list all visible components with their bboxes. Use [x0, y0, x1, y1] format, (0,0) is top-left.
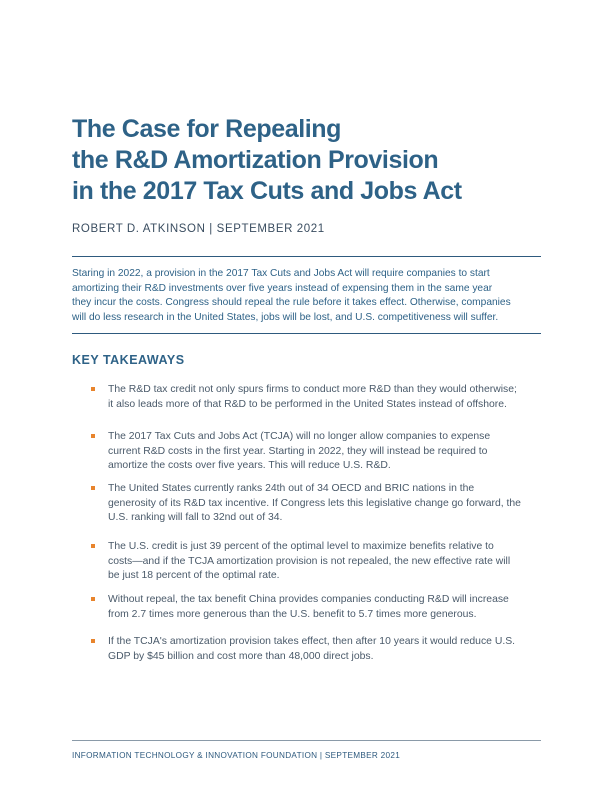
list-item — [95, 635, 545, 664]
takeaway-text — [108, 482, 545, 526]
takeaway-line: The U.S. credit is just 39 percent of the optimal level to maximize benefits relative to — [108, 541, 494, 552]
bullet-icon — [91, 597, 95, 601]
bullet-icon — [91, 544, 95, 548]
bullet-icon — [91, 486, 95, 490]
takeaway-line: be just 18 percent of the optimal rate. — [108, 570, 280, 582]
top-divider — [72, 256, 541, 257]
takeaway-line: costs—and if the TCJA amortization provision is not repealed, the new effective rate will — [108, 555, 511, 567]
page-footer: INFORMATION TECHNOLOGY & INNOVATION FOUNDATION | SEPTEMBER 2021 — [72, 751, 401, 760]
takeaway-line: Without repeal, the tax benefit China provides companies conducting R&D will increase — [108, 594, 509, 605]
takeaway-line: If the TCJA's amortization provision takes effect, then after 10 years it would reduce U.S. — [108, 636, 516, 647]
author-byline: ROBERT D. ATKINSON | SEPTEMBER 2021 — [72, 223, 325, 235]
takeaway-line: from 2.7 times more generous than the U.S. benefit to 5.7 times more generous. — [108, 608, 477, 620]
title-line: in the 2017 Tax Cuts and Jobs Act — [72, 177, 462, 205]
list-item — [95, 482, 545, 526]
bullet-icon — [91, 434, 95, 438]
takeaway-line: generosity of its R&D tax incentive. If Congress lets this legislative change go forward, the — [108, 497, 521, 509]
summary-line: amortizing their R&D investments over five years instead of expensing them in the same year — [72, 282, 493, 294]
takeaway-text — [108, 383, 545, 412]
bullet-icon — [91, 387, 95, 391]
summary-line: Staring in 2022, a provision in the 2017 Tax Cuts and Jobs Act will require companies to start — [72, 268, 490, 279]
takeaway-line: current R&D costs in the first year. Starting in 2022, they will instead be required to — [108, 445, 488, 457]
list-item — [95, 540, 545, 584]
list-item — [95, 383, 545, 412]
takeaway-text — [108, 635, 545, 664]
summary-line: they incur the costs. Congress should repeal the rule before it takes effect. Otherwise, companies — [72, 297, 511, 309]
takeaway-text — [108, 593, 545, 622]
bullet-icon — [91, 639, 95, 643]
summary-paragraph — [72, 267, 544, 325]
list-item — [95, 593, 545, 622]
takeaway-line: it also leads more of that R&D to be performed in the United States instead of offshore. — [108, 398, 507, 410]
takeaway-text — [108, 540, 545, 584]
takeaway-text — [108, 430, 545, 474]
summary-line: will do less research in the United States, jobs will be lost, and U.S. competitiveness will suffer. — [72, 311, 499, 323]
summary-divider — [72, 333, 541, 334]
takeaway-line: GDP by $45 billion and cost more than 48,000 direct jobs. — [108, 650, 374, 662]
takeaway-line: The United States currently ranks 24th out of 34 OECD and BRIC nations in the — [108, 483, 475, 494]
report-title — [72, 114, 552, 207]
list-item — [95, 430, 545, 474]
takeaway-line: The R&D tax credit not only spurs firms to conduct more R&D than they would otherwise; — [108, 384, 517, 395]
title-line: the R&D Amortization Provision — [72, 146, 439, 174]
takeaway-line: amortize the costs over five years. This will reduce U.S. R&D. — [108, 460, 391, 472]
takeaway-line: U.S. ranking will fall to 32nd out of 34. — [108, 512, 283, 524]
takeaway-line: The 2017 Tax Cuts and Jobs Act (TCJA) will no longer allow companies to expense — [108, 431, 491, 442]
key-takeaways-heading: KEY TAKEAWAYS — [72, 353, 185, 367]
title-line: The Case for Repealing — [72, 115, 342, 143]
footer-divider — [72, 740, 541, 741]
